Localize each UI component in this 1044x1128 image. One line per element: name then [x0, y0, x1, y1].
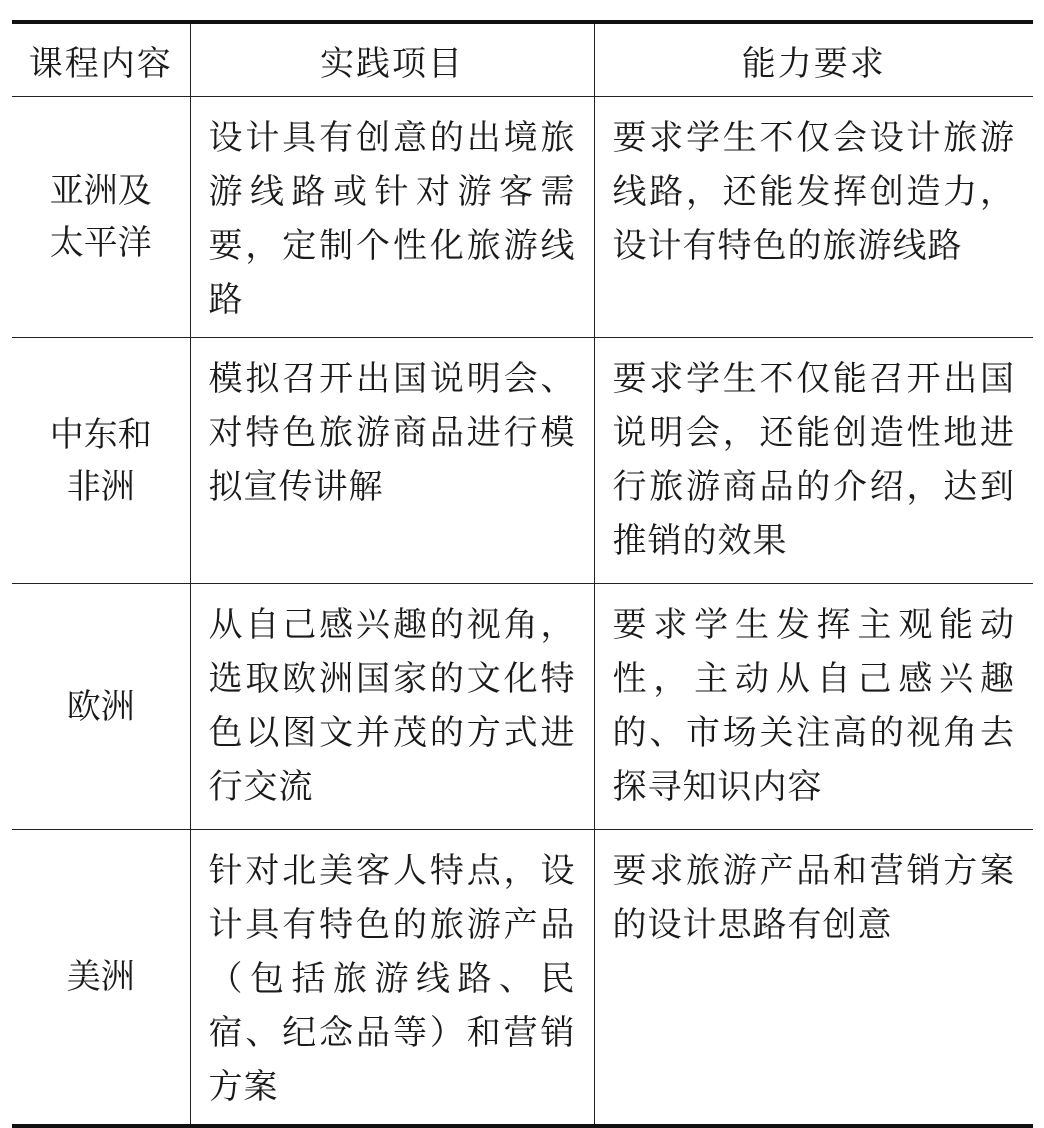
requirement-cell: 要求学生不仅会设计旅游线路，还能发挥创造力，设计有特色的旅游线路 [594, 97, 1033, 338]
region-cell: 中东和非洲 [12, 338, 190, 584]
project-cell: 模拟召开出国说明会、对特色旅游商品进行模拟宣传讲解 [190, 338, 594, 584]
region-cell: 亚洲及太平洋 [12, 97, 190, 338]
project-cell: 针对北美客人特点，设计具有特色的旅游产品（包括旅游线路、民宿、纪念品等）和营销方案 [190, 830, 594, 1127]
project-cell: 从自己感兴趣的视角，选取欧洲国家的文化特色以图文并茂的方式进行交流 [190, 584, 594, 830]
course-table [12, 20, 1033, 1128]
region-cell: 美洲 [12, 830, 190, 1127]
requirement-cell: 要求旅游产品和营销方案的设计思路有创意 [594, 830, 1033, 1127]
region-cell: 欧洲 [12, 584, 190, 830]
course-table-container [12, 20, 1033, 1128]
header-ability-requirement: 能力要求 [594, 22, 1033, 97]
table-header-row [12, 22, 1033, 97]
table-row [12, 97, 1033, 338]
table-row [12, 338, 1033, 584]
project-cell: 设计具有创意的出境旅游线路或针对游客需要，定制个性化旅游线路 [190, 97, 594, 338]
table-row [12, 584, 1033, 830]
requirement-cell: 要求学生不仅能召开出国说明会，还能创造性地进行旅游商品的介绍，达到推销的效果 [594, 338, 1033, 584]
requirement-cell: 要求学生发挥主观能动性，主动从自己感兴趣的、市场关注高的视角去探寻知识内容 [594, 584, 1033, 830]
header-course-content: 课程内容 [12, 22, 190, 97]
table-row [12, 830, 1033, 1127]
header-practice-project: 实践项目 [190, 22, 594, 97]
